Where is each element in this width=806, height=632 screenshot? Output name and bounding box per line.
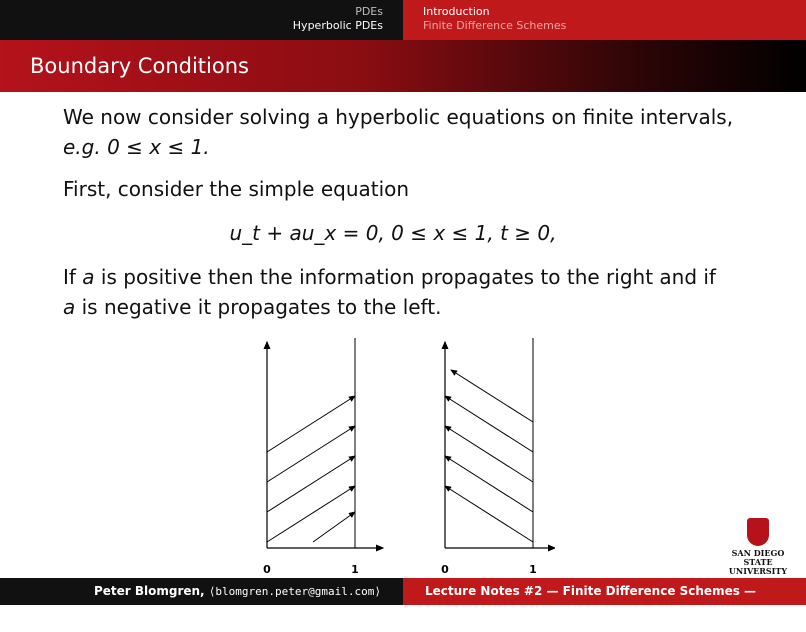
nav-subsection-finite-difference[interactable]: Finite Difference Schemes [423, 19, 567, 32]
logo-line-1: SAN DIEGO STATE [731, 548, 785, 567]
section-nav [0, 0, 403, 40]
footer-author [0, 578, 403, 605]
author-email[interactable]: ⟨blomgren.peter@gmail.com⟩ [208, 585, 381, 598]
subsection-nav [403, 0, 806, 40]
slide-title: Boundary Conditions [0, 40, 806, 92]
para3-middle: is positive then the information propagates to the right and if [94, 265, 716, 289]
nav-subsection-introduction[interactable]: Introduction [423, 5, 490, 18]
para3-symbol-a-2: a [63, 295, 76, 319]
paragraph-1 [63, 102, 763, 162]
paragraph-3 [63, 262, 763, 322]
author-name: Peter Blomgren, [93, 584, 205, 598]
logo-line-2: UNIVERSITY [728, 566, 788, 576]
left-panel-positive-a [263, 338, 383, 576]
slide-body [63, 102, 763, 322]
paragraph-1-line-1: We now consider solving a hyperbolic equations on finite intervals, [63, 105, 734, 129]
shield-icon [747, 518, 769, 546]
para3-end: is negative it propagates to the left. [75, 295, 442, 319]
nav-section-hyperbolic-pdes[interactable]: Hyperbolic PDEs [292, 19, 383, 32]
paragraph-2: First, consider the simple equation [63, 177, 410, 201]
left-characteristic [267, 456, 355, 512]
interval-math: 0 ≤ x ≤ 1. [107, 135, 210, 159]
right-characteristic [445, 396, 533, 452]
right-tick-1: 1 [529, 563, 537, 576]
advection-equation: u_t + au_x = 0, 0 ≤ x ≤ 1, t ≥ 0, [229, 221, 557, 245]
left-characteristic [267, 426, 355, 482]
left-tick-0: 0 [263, 563, 271, 576]
nav-section-pdes[interactable]: PDEs [355, 5, 383, 18]
footer-lecture-info: Lecture Notes #2 — Finite Difference Schemes — (19/29) [403, 578, 806, 605]
right-characteristic [451, 370, 533, 422]
characteristics-figure [255, 330, 555, 578]
university-logo [722, 518, 794, 576]
para3-symbol-a: a [82, 265, 95, 289]
right-characteristic [445, 456, 533, 512]
right-characteristic [445, 486, 533, 542]
left-tick-1: 1 [351, 563, 359, 576]
left-characteristic [313, 512, 355, 542]
eg-abbrev: e.g. [63, 135, 101, 159]
left-characteristic [267, 396, 355, 452]
right-characteristic [445, 426, 533, 482]
right-panel-negative-a [441, 338, 555, 576]
left-characteristic [267, 486, 355, 542]
para3-prefix: If [63, 265, 83, 289]
header-navigation [0, 0, 806, 40]
right-tick-0: 0 [441, 563, 449, 576]
footer [0, 578, 806, 625]
